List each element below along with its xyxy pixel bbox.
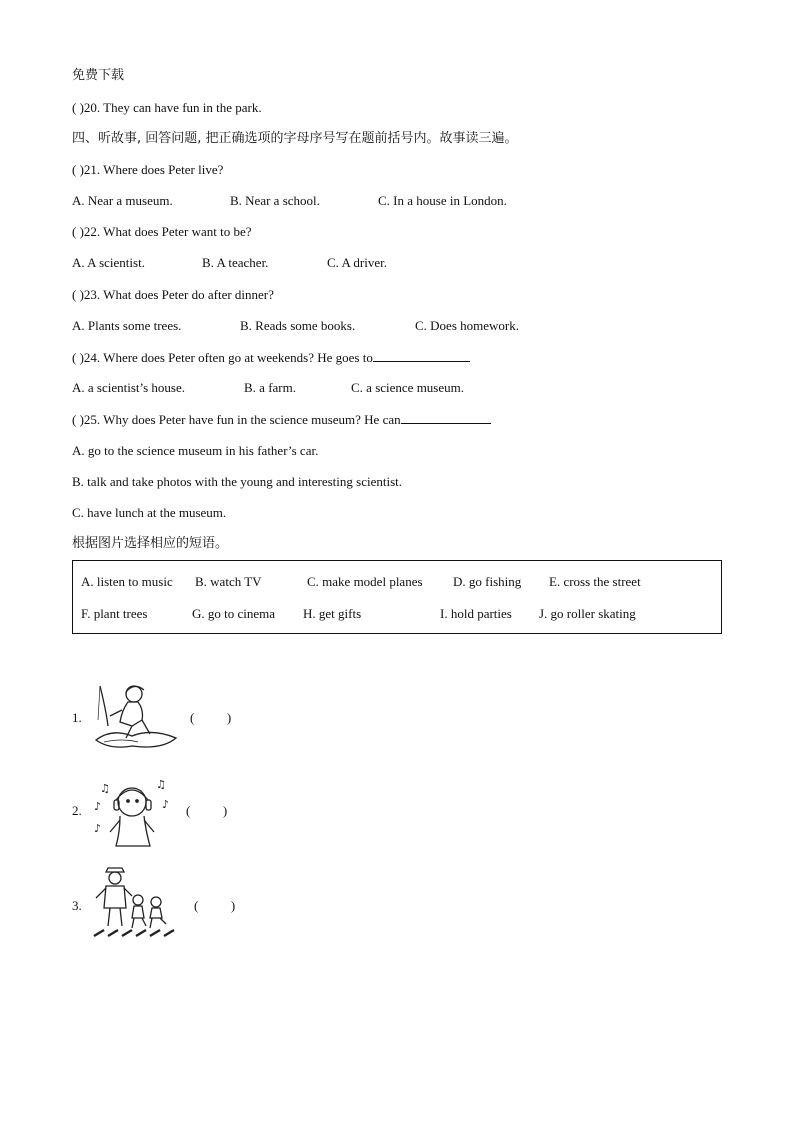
- q25-answer-blank: [401, 411, 491, 424]
- picture-1-answer-paren[interactable]: ( ): [190, 710, 232, 725]
- question-24-stem: [72, 349, 470, 366]
- phrase-f: F. plant trees: [81, 606, 148, 621]
- picture-2-number: 2.: [72, 803, 82, 818]
- question-21-stem: ( )21. Where does Peter live?: [72, 162, 224, 177]
- picture-3-number: 3.: [72, 898, 82, 913]
- svg-text:♪: ♪: [94, 800, 102, 813]
- question-20: ( )20. They can have fun in the park.: [72, 100, 262, 115]
- q21-option-a: A. Near a museum.: [72, 193, 173, 208]
- watermark-text: 免费下载: [72, 68, 125, 83]
- phrase-c: C. make model planes: [307, 574, 423, 589]
- phrase-h: H. get gifts: [303, 606, 362, 621]
- picture-2-answer-paren[interactable]: ( ): [186, 803, 228, 818]
- phrase-b: B. watch TV: [195, 574, 262, 589]
- q25-option-c: C. have lunch at the museum.: [72, 505, 227, 520]
- phrase-i: I. hold parties: [440, 606, 512, 621]
- svg-text:♫: ♫: [100, 782, 110, 795]
- q22-option-b: B. A teacher.: [202, 255, 269, 270]
- phrase-e: E. cross the street: [549, 574, 641, 589]
- girl-listening-music-icon: [90, 774, 180, 854]
- q25-option-b: B. talk and take photos with the young and interesting scientist.: [72, 474, 403, 489]
- q25-stem-text: ( )25. Why does Peter have fun in the science museum? He can: [72, 412, 401, 427]
- phrase-g: G. go to cinema: [192, 606, 276, 621]
- section-4-title: 四、听故事, 回答问题, 把正确选项的字母序号写在题前括号内。故事读三遍。: [72, 131, 518, 146]
- q24-option-c: C. a science museum.: [351, 380, 464, 395]
- phrase-a: A. listen to music: [81, 574, 173, 589]
- phrase-d: D. go fishing: [453, 574, 522, 589]
- q24-option-b: B. a farm.: [244, 380, 296, 395]
- police-crossing-street-icon: [90, 864, 182, 940]
- svg-text:♪: ♪: [162, 798, 170, 811]
- q23-option-a: A. Plants some trees.: [72, 318, 182, 333]
- q21-option-c: C. In a house in London.: [378, 193, 507, 208]
- q22-option-a: A. A scientist.: [72, 255, 145, 270]
- question-23-stem: ( )23. What does Peter do after dinner?: [72, 287, 274, 302]
- q21-option-b: B. Near a school.: [230, 193, 320, 208]
- picture-3-answer-paren[interactable]: ( ): [194, 898, 236, 913]
- q25-option-a: A. go to the science museum in his father’s car.: [72, 443, 319, 458]
- question-25-stem: [72, 411, 491, 428]
- q23-option-b: B. Reads some books.: [240, 318, 356, 333]
- q24-stem-text: ( )24. Where does Peter often go at weekends? He goes to: [72, 350, 373, 365]
- picture-1-number: 1.: [72, 710, 82, 725]
- fishing-boy-icon: [92, 680, 184, 752]
- q24-answer-blank: [373, 349, 470, 362]
- phrase-box: [72, 560, 722, 634]
- question-22-stem: ( )22. What does Peter want to be?: [72, 224, 252, 239]
- phrase-j: J. go roller skating: [539, 606, 636, 621]
- svg-text:♫: ♫: [156, 778, 166, 791]
- svg-text:♪: ♪: [94, 822, 102, 835]
- q23-option-c: C. Does homework.: [415, 318, 519, 333]
- q22-option-c: C. A driver.: [327, 255, 387, 270]
- section-5-title: 根据图片选择相应的短语。: [72, 536, 229, 551]
- q24-option-a: A. a scientist’s house.: [72, 380, 186, 395]
